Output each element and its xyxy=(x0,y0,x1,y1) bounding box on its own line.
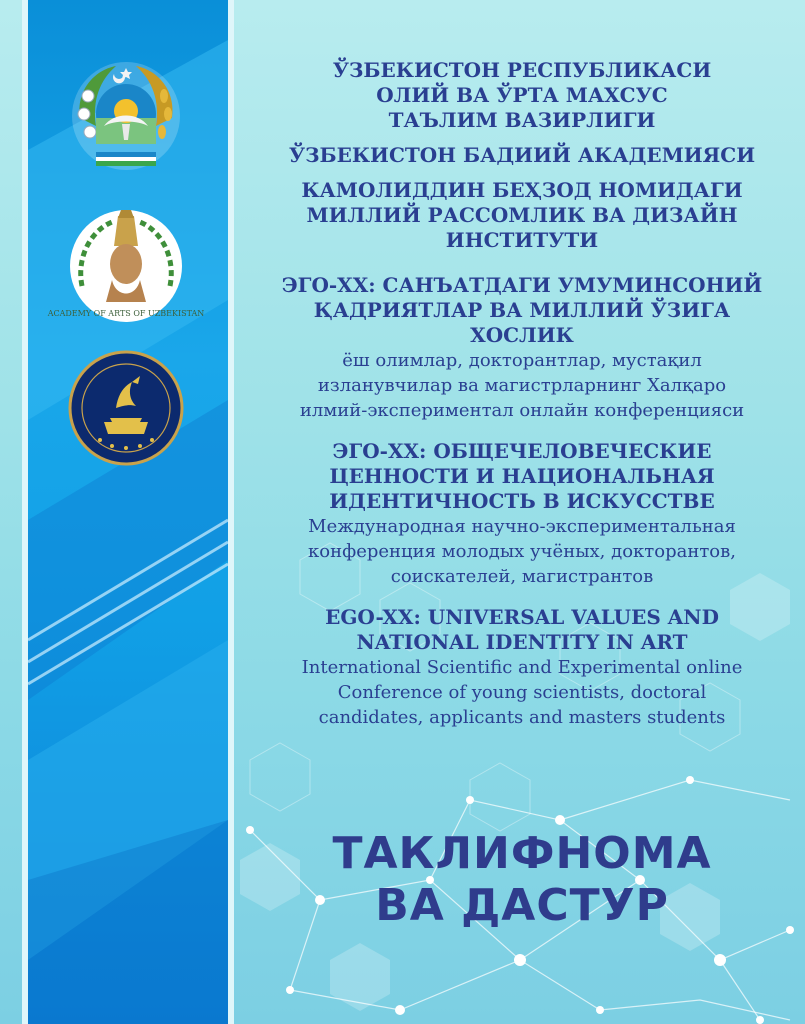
uz-desc-line-2: изланувчилар ва магистрларнинг Халқаро xyxy=(317,375,727,396)
uz-title-line-1: ЭГО-XX: САНЪАТДАГИ УМУМИНСОНИЙ xyxy=(281,273,763,297)
en-title-line-1: EGO-XX: UNIVERSAL VALUES AND xyxy=(325,605,719,629)
side-banner-edge-left xyxy=(22,0,28,1024)
en-desc-line-2: Conference of young scientists, doctoral xyxy=(337,682,707,703)
institute-line-3: ИНСТИТУТИ xyxy=(445,228,599,252)
ru-title-line-1: ЭГО-XX: ОБЩЕЧЕЛОВЕЧЕСКИЕ xyxy=(332,439,712,463)
academy-name: ЎЗБЕКИСТОН БАДИИЙ АКАДЕМИЯСИ xyxy=(288,143,756,167)
institute-line-1: КАМОЛИДДИН БЕҲЗОД НОМИДАГИ xyxy=(301,178,743,202)
institute-emblem-icon xyxy=(66,348,186,468)
state-emblem-icon xyxy=(66,56,186,176)
ru-desc-line-3: соискателей, магистрантов xyxy=(390,566,654,587)
uz-title-line-2: ҚАДРИЯТЛАР ВА МИЛЛИЙ ЎЗИГА xyxy=(313,298,731,322)
main-title-line-1: ТАКЛИФНОМА xyxy=(332,828,712,879)
ru-desc-line-1: Международная научно-экспериментальная xyxy=(308,516,736,537)
header-block xyxy=(262,58,782,730)
ru-title-line-3: ИДЕНТИЧНОСТЬ В ИСКУССТВЕ xyxy=(329,489,715,513)
uz-desc-line-1: ёш олимлар, докторантлар, мустақил xyxy=(342,350,702,371)
main-title xyxy=(262,828,782,932)
uz-title-line-3: ХОСЛИК xyxy=(470,323,574,347)
en-desc-line-3: candidates, applicants and masters students xyxy=(318,707,726,728)
uz-desc-line-3: илмий-экспериментал онлайн конференцияси xyxy=(299,400,745,421)
ministry-line-2: ОЛИЙ ВА ЎРТА МАХСУС xyxy=(376,83,668,107)
main-title-line-2: ВА ДАСТУР xyxy=(375,880,669,931)
ministry-line-3: ТАЪЛИМ ВАЗИРЛИГИ xyxy=(388,108,656,132)
ru-title-line-2: ЦЕННОСТИ И НАЦИОНАЛЬНАЯ xyxy=(329,464,715,488)
academy-of-arts-icon xyxy=(47,206,205,326)
en-desc-line-1: International Scientific and Experimental online xyxy=(301,657,743,678)
en-title-line-2: NATIONAL IDENTITY IN ART xyxy=(356,630,688,654)
ru-desc-line-2: конференция молодых учёных, докторантов, xyxy=(308,541,736,562)
academy-logo-text: ACADEMY OF ARTS OF UZBEKISTAN xyxy=(47,309,205,318)
institute-line-2: МИЛЛИЙ РАССОМЛИК ВА ДИЗАЙН xyxy=(306,203,738,227)
side-banner-edge-right xyxy=(228,0,234,1024)
ministry-line-1: ЎЗБЕКИСТОН РЕСПУБЛИКАСИ xyxy=(332,58,712,82)
